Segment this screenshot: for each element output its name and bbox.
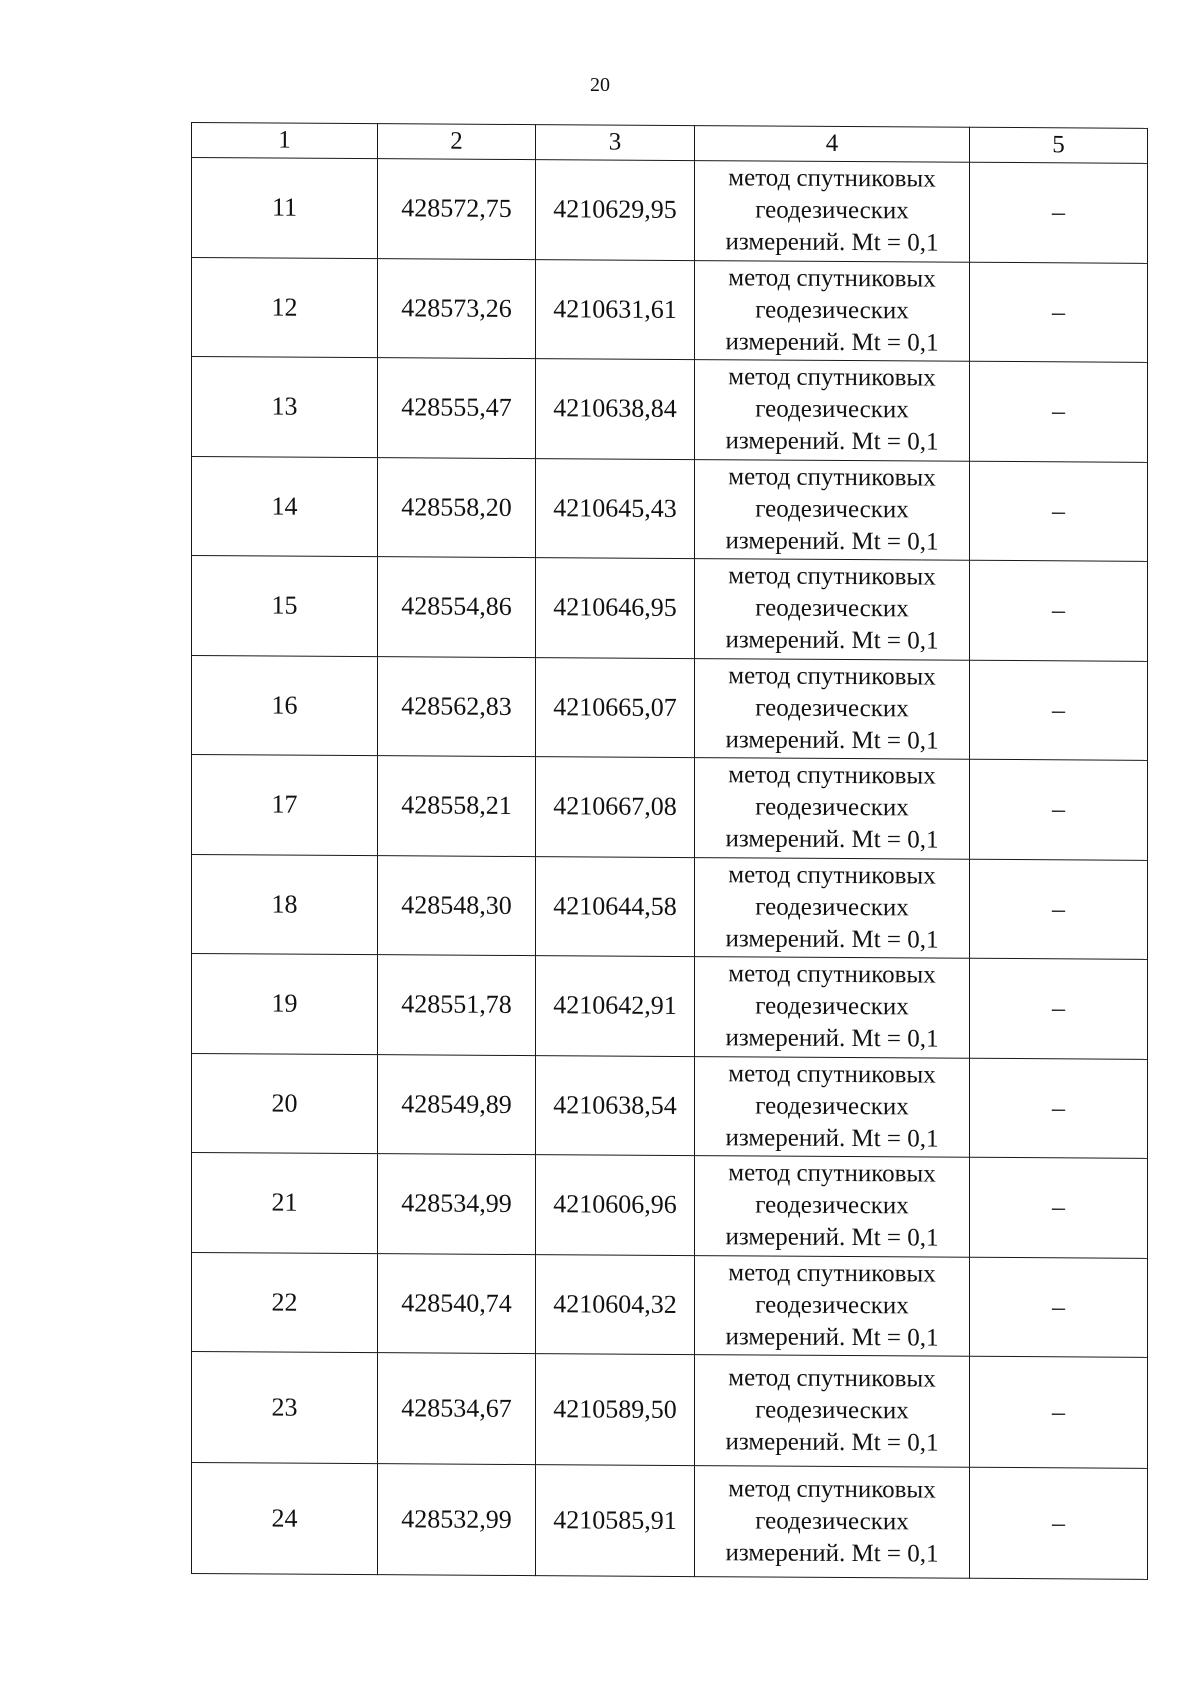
table-row (192, 357, 1148, 462)
table-row (192, 556, 1148, 661)
note-cell: – (970, 859, 1148, 960)
point-number-cell: 18 (192, 854, 378, 955)
y-coordinate-cell: 4210631,61 (536, 259, 695, 359)
note-cell: – (970, 560, 1148, 661)
point-number-cell: 14 (192, 456, 378, 557)
method-cell (695, 360, 970, 461)
method-line: метод спутниковых (728, 1259, 936, 1288)
table-row (192, 954, 1148, 1059)
table-row (192, 1352, 1148, 1469)
method-line: метод спутниковых (728, 463, 936, 492)
method-cell (695, 758, 970, 859)
y-coordinate-cell: 4210638,54 (536, 1055, 695, 1155)
y-coordinate-cell: 4210642,91 (536, 956, 695, 1056)
table-row (192, 1053, 1148, 1158)
point-number-cell: 12 (192, 257, 378, 358)
header-cell-3: 3 (536, 125, 695, 161)
note-cell: – (970, 1356, 1148, 1468)
method-line: геодезических (755, 694, 909, 723)
method-line: метод спутниковых (728, 960, 936, 989)
note-cell: – (970, 958, 1148, 1059)
point-number-cell: 15 (192, 556, 378, 657)
y-coordinate-cell: 4210645,43 (536, 458, 695, 558)
method-cell (695, 1355, 970, 1468)
note-cell: – (970, 461, 1148, 562)
method-line: измерений. Mt = 0,1 (725, 328, 939, 357)
method-line: измерений. Mt = 0,1 (725, 825, 939, 854)
method-cell (695, 559, 970, 660)
method-cell (695, 260, 970, 361)
method-line: геодезических (755, 1396, 909, 1425)
method-cell (695, 658, 970, 759)
method-cell (695, 1156, 970, 1257)
x-coordinate-cell: 428573,26 (378, 258, 536, 358)
point-number-cell: 13 (192, 357, 378, 458)
method-line: измерений. Mt = 0,1 (725, 427, 939, 456)
y-coordinate-cell: 4210646,95 (536, 558, 695, 658)
x-coordinate-cell: 428534,99 (378, 1154, 536, 1254)
x-coordinate-cell: 428555,47 (378, 358, 536, 458)
point-number-cell: 22 (192, 1252, 378, 1353)
method-line: геодезических (755, 594, 909, 623)
method-line: измерений. Mt = 0,1 (725, 925, 939, 954)
method-line: геодезических (755, 1507, 909, 1536)
method-line: измерений. Mt = 0,1 (725, 527, 939, 556)
y-coordinate-cell: 4210638,84 (536, 359, 695, 459)
x-coordinate-cell: 428551,78 (378, 955, 536, 1055)
method-line: геодезических (755, 1191, 909, 1220)
x-coordinate-cell: 428558,21 (378, 756, 536, 856)
method-line: метод спутниковых (728, 1475, 936, 1504)
y-coordinate-cell: 4210644,58 (536, 856, 695, 956)
point-number-cell: 21 (192, 1153, 378, 1254)
y-coordinate-cell: 4210606,96 (536, 1155, 695, 1255)
point-number-cell: 17 (192, 755, 378, 856)
method-line: измерений. Mt = 0,1 (725, 1223, 939, 1252)
x-coordinate-cell: 428558,20 (378, 457, 536, 557)
table-row (192, 158, 1148, 263)
table-body (192, 158, 1148, 1580)
method-line: геодезических (755, 395, 909, 424)
method-line: геодезических (755, 495, 909, 524)
y-coordinate-cell: 4210629,95 (536, 160, 695, 260)
table-header-row (192, 123, 1148, 164)
note-cell: – (970, 262, 1148, 363)
x-coordinate-cell: 428532,99 (378, 1464, 536, 1576)
method-line: измерений. Mt = 0,1 (725, 1428, 939, 1457)
x-coordinate-cell: 428549,89 (378, 1054, 536, 1154)
method-cell (695, 1255, 970, 1356)
method-line: геодезических (755, 1291, 909, 1320)
method-cell (695, 459, 970, 560)
header-cell-5: 5 (970, 127, 1148, 163)
x-coordinate-cell: 428554,86 (378, 557, 536, 657)
y-coordinate-cell: 4210589,50 (536, 1354, 695, 1466)
method-line: геодезических (755, 1092, 909, 1121)
point-number-cell: 20 (192, 1053, 378, 1154)
note-cell: – (970, 1467, 1148, 1579)
x-coordinate-cell: 428540,74 (378, 1253, 536, 1353)
table-row (192, 257, 1148, 362)
y-coordinate-cell: 4210585,91 (536, 1465, 695, 1577)
method-line: метод спутниковых (728, 1364, 936, 1393)
y-coordinate-cell: 4210667,08 (536, 757, 695, 857)
method-line: измерений. Mt = 0,1 (725, 228, 939, 257)
x-coordinate-cell: 428562,83 (378, 656, 536, 756)
method-line: измерений. Mt = 0,1 (725, 1539, 939, 1568)
table-row (192, 1153, 1148, 1258)
method-line: метод спутниковых (728, 761, 936, 790)
note-cell: – (970, 1257, 1148, 1358)
table-row (192, 1252, 1148, 1357)
note-cell: – (970, 361, 1148, 462)
method-line: измерений. Mt = 0,1 (725, 1124, 939, 1153)
method-line: геодезических (755, 893, 909, 922)
method-cell (695, 957, 970, 1058)
method-line: метод спутниковых (728, 562, 936, 591)
method-line: метод спутниковых (728, 662, 936, 691)
header-cell-4: 4 (695, 126, 970, 163)
x-coordinate-cell: 428534,67 (378, 1353, 536, 1465)
x-coordinate-cell: 428548,30 (378, 855, 536, 955)
method-line: метод спутниковых (728, 861, 936, 890)
method-line: геодезических (755, 296, 909, 325)
table-row (192, 1463, 1148, 1580)
note-cell: – (970, 759, 1148, 860)
method-cell (695, 161, 970, 262)
note-cell: – (970, 1157, 1148, 1258)
method-cell (695, 1466, 970, 1579)
note-cell: – (970, 1058, 1148, 1159)
method-cell (695, 857, 970, 958)
note-cell: – (970, 162, 1148, 263)
y-coordinate-cell: 4210665,07 (536, 657, 695, 757)
point-number-cell: 23 (192, 1352, 378, 1464)
method-line: метод спутниковых (728, 363, 936, 392)
method-line: геодезических (755, 992, 909, 1021)
page-number: 20 (590, 74, 610, 96)
x-coordinate-cell: 428572,75 (378, 159, 536, 259)
method-line: метод спутниковых (728, 1159, 936, 1188)
table-row (192, 456, 1148, 561)
coordinates-table (191, 122, 1148, 1580)
method-line: измерений. Mt = 0,1 (725, 1024, 939, 1053)
method-cell (695, 1056, 970, 1157)
point-number-cell: 19 (192, 954, 378, 1055)
table-row (192, 755, 1148, 860)
header-cell-1: 1 (192, 123, 378, 159)
method-line: измерений. Mt = 0,1 (725, 626, 939, 655)
header-cell-2: 2 (378, 124, 536, 160)
method-line: геодезических (755, 196, 909, 225)
method-line: метод спутниковых (728, 1060, 936, 1089)
point-number-cell: 24 (192, 1463, 378, 1575)
point-number-cell: 11 (192, 158, 378, 259)
method-line: метод спутниковых (728, 264, 936, 293)
table-row (192, 854, 1148, 959)
table-row (192, 655, 1148, 760)
method-line: метод спутниковых (728, 164, 936, 193)
note-cell: – (970, 660, 1148, 761)
method-line: измерений. Mt = 0,1 (725, 726, 939, 755)
method-line: измерений. Mt = 0,1 (725, 1323, 939, 1352)
y-coordinate-cell: 4210604,32 (536, 1254, 695, 1354)
method-line: геодезических (755, 793, 909, 822)
point-number-cell: 16 (192, 655, 378, 756)
